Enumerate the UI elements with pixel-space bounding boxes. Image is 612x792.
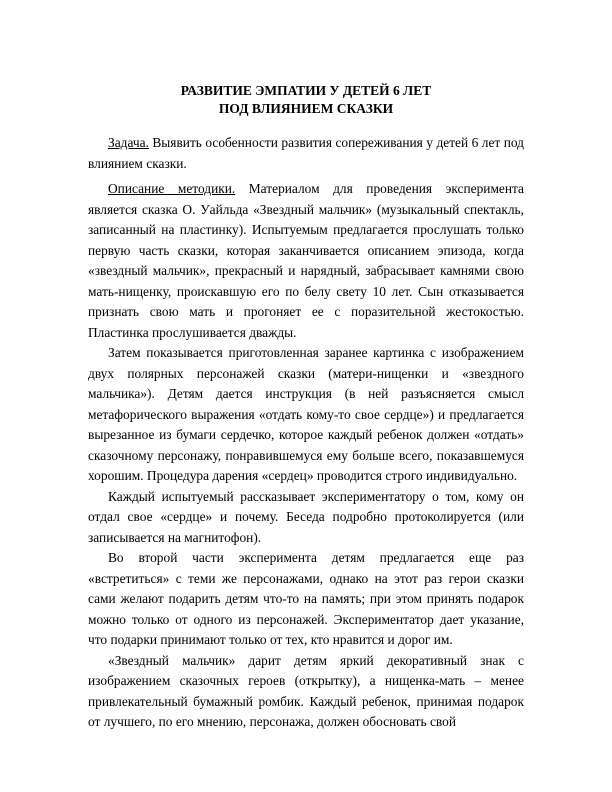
paragraph-method <box>88 179 524 343</box>
document-title-line1: РАЗВИТИЕ ЭМПАТИИ У ДЕТЕЙ 6 ЛЕТ <box>180 83 432 98</box>
method-label: Описание методики. <box>108 181 236 196</box>
paragraph-6: «Звездный мальчик» дарит детям яркий декоративный знак с изображением сказочных героев (открытку), а нищенка-мать – менее привлекательный бумажный ромбик. Каждый ребенок, принимая подарок от лучшего, по его мнению, персонажа, должен обосновать свой <box>88 652 524 729</box>
document-title-line2: ПОД ВЛИЯНИЕМ СКАЗКИ <box>218 101 394 116</box>
paragraph-5: Во второй части эксперимента детям предлагается еще раз «встретиться» с теми же персонажами, однако на этот раз герои сказки сами желают подарить детям что-то на память; при этом принять подарок можно только от одного из персонажей. Экспериментатор дает указание, что подарки принимают только от тех, кто нравится и дорог им. <box>88 550 524 647</box>
task-text: Выявить особенности развития сопереживания у детей 6 лет под влиянием сказки. <box>88 135 524 171</box>
document-body <box>88 133 524 733</box>
paragraph-4: Каждый испытуемый рассказывает экспериментатору о том, кому он отдал свое «сердце» и почему. Беседа подробно протоколируется (или записывается на магнитофон). <box>88 488 524 545</box>
paragraph-task <box>88 133 524 174</box>
paragraph-3: Затем показывается приготовленная заранее картинка с изображением двух полярных персонажей сказки (матери-нищенки и «звездного мальчика»). Детям дается инструкция (в ней разъясняется смысл метафорического выражения «отдать кому-то свое сердце») и предлагается вырезанное из бумаги сердечко, которое каждый ребенок должен «отдать» сказочному персонажу, понравившемуся ему больше всего, показавшемуся хорошим. Процедура дарения «сердец» проводится строго индивидуально. <box>88 345 524 483</box>
method-text: Материалом для проведения эксперимента является сказка О. Уайльда «Звездный мальчик» (музыкальный спектакль, записанный на пластинку). Испытуемым предлагается прослушать только первую часть сказки, которая заканчивается описанием эпизода, когда «звездный мальчик», прекрасный и нарядный, забрасывает камнями свою мать-нищенку, проискавшую его по белу свету 10 лет. Сын отказывается признать свою мать и прогоняет ее с поразительной жестокостью. Пластинка прослушивается дважды. <box>88 181 524 340</box>
task-label: Задача. <box>108 135 149 150</box>
